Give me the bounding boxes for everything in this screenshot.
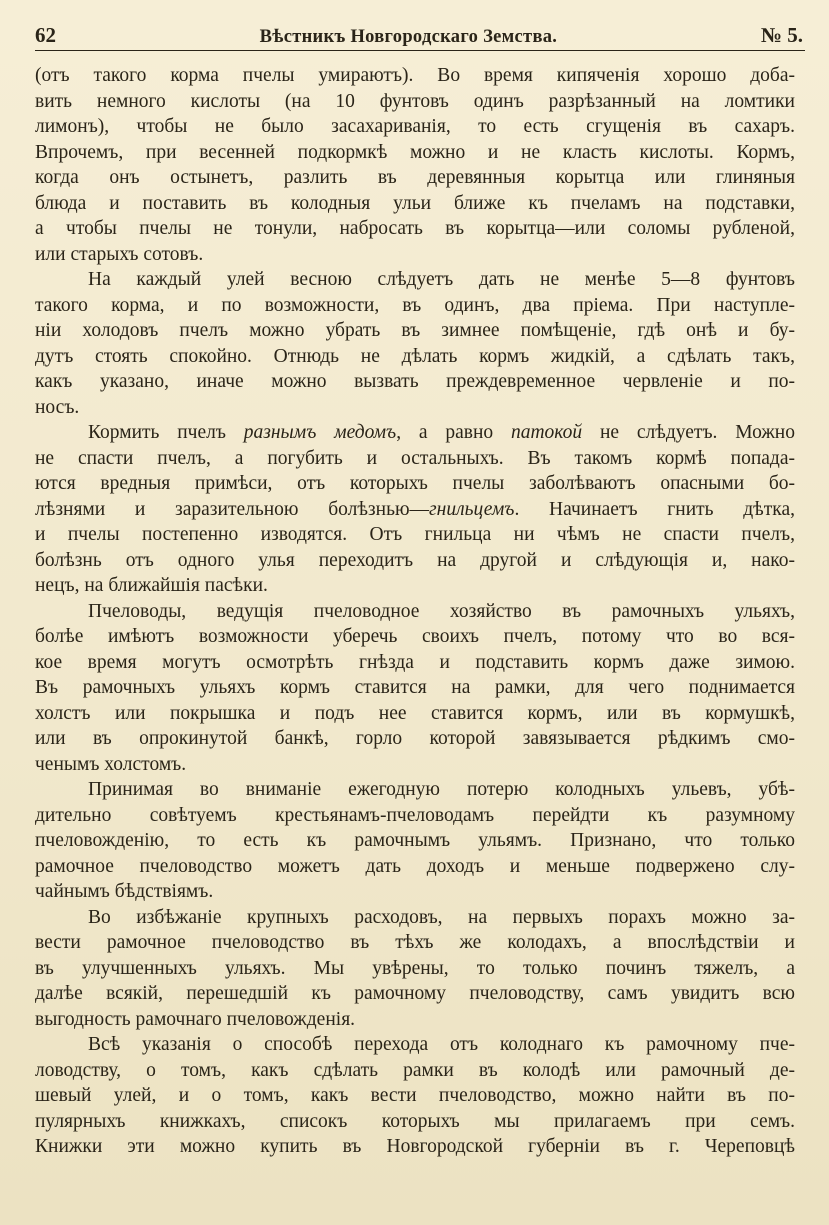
- text-line: [35, 395, 795, 421]
- text-line: [35, 267, 795, 293]
- text-segment: На каждый улей весною слѣдуетъ дать не менѣе 5—8 фунтовъ: [88, 269, 795, 290]
- text-line: [35, 63, 795, 89]
- text-line: [35, 675, 795, 701]
- header-rule: [35, 50, 805, 51]
- text-segment: въ улучшенныхъ ульяхъ. Мы увѣрены, то только починъ тяжелъ, а: [35, 957, 795, 979]
- text-line: [35, 828, 795, 854]
- text-line: [35, 165, 795, 191]
- page-number: 62: [35, 23, 56, 47]
- text-line: [35, 89, 795, 115]
- text-line: [35, 573, 795, 599]
- text-segment: или старыхъ сотовъ.: [35, 243, 204, 265]
- text-segment: когда онъ остынетъ, разлить въ деревянныя корытца или глиняныя: [35, 167, 795, 188]
- text-segment: ловодству, о томъ, какъ сдѣлать рамки въ колодѣ или рамочный де-: [35, 1059, 795, 1081]
- text-segment: пчеловожденію, то есть къ рамочнымъ ульямъ. Признано, что только: [35, 830, 795, 851]
- text-segment: вить немного кислоты (на 10 фунтовъ одинъ разрѣзанный на ломтики: [35, 90, 795, 112]
- text-segment: Принимая во вниманіе ежегодную потерю колодныхъ ульевъ, убѣ-: [88, 779, 795, 800]
- text-line: [35, 114, 795, 140]
- italic-phrase: гнильцемъ: [429, 498, 515, 520]
- text-line: [35, 318, 795, 344]
- text-line: [35, 522, 795, 548]
- text-line: [35, 369, 795, 395]
- text-segment: нецъ, на ближайшія пасѣки.: [35, 575, 268, 596]
- text-line: [35, 497, 795, 523]
- text-segment: не слѣдуетъ. Можно: [582, 422, 795, 443]
- text-line: [35, 1032, 795, 1058]
- text-segment: чайнымъ бѣдствіямъ.: [35, 881, 214, 902]
- text-line: [35, 242, 795, 268]
- issue-number: № 5.: [760, 23, 803, 47]
- text-segment: дутъ стоять спокойно. Отнюдь не дѣлать кормъ жидкій, а сдѣлать такъ,: [35, 345, 795, 367]
- text-segment: какъ указано, иначе можно вызвать преждевременное червленіе и по-: [35, 371, 795, 392]
- text-segment: кое время могутъ осмотрѣть гнѣзда и подставить кормъ даже зимою.: [35, 651, 795, 673]
- text-line: [35, 1109, 795, 1135]
- text-segment: Въ рамочныхъ ульяхъ кормъ ставится на рамки, для чего поднимается: [35, 677, 795, 698]
- text-line: [35, 446, 795, 472]
- text-segment: Пчеловоды, ведущія пчеловодное хозяйство въ рамочныхъ ульяхъ,: [88, 600, 795, 622]
- text-line: [35, 981, 795, 1007]
- text-segment: ченымъ холстомъ.: [35, 753, 187, 775]
- text-line: [35, 344, 795, 370]
- text-line: [35, 1007, 795, 1033]
- text-line: [35, 293, 795, 319]
- italic-phrase: разнымъ медомъ: [243, 422, 397, 443]
- text-line: [35, 752, 795, 778]
- text-segment: Книжки эти можно купить въ Новгородской губерніи въ г. Череповцѣ: [35, 1136, 795, 1157]
- text-segment: Во избѣжаніе крупныхъ расходовъ, на первыхъ порахъ можно за-: [88, 906, 795, 928]
- text-segment: шевый улей, и о томъ, какъ вести пчеловодство, можно найти въ по-: [35, 1085, 795, 1106]
- text-line: [35, 548, 795, 574]
- text-segment: Впрочемъ, при весенней подкормкѣ можно и не класть кислоты. Кормъ,: [35, 141, 795, 163]
- text-segment: лимонъ), чтобы не было засахариванія, то есть сгущенія въ сахаръ.: [35, 116, 795, 137]
- text-segment: дительно совѣтуемъ крестьянамъ-пчеловодамъ перейдти къ разумному: [35, 804, 795, 826]
- text-line: [35, 624, 795, 650]
- text-line: [35, 956, 795, 982]
- italic-phrase: патокой: [510, 422, 583, 443]
- text-line: [35, 650, 795, 676]
- text-segment: холстъ или покрышка и подъ нее ставится кормъ, или въ кормушкѣ,: [35, 702, 795, 724]
- text-line: [35, 1134, 795, 1160]
- text-segment: или въ опрокинутой банкѣ, горло которой завязывается рѣдкимъ смо-: [35, 728, 795, 749]
- text-segment: выгодность рамочнаго пчеловожденія.: [35, 1008, 356, 1030]
- text-line: [35, 140, 795, 166]
- text-segment: такого корма, и по возможности, въ одинъ, два пріема. При наступле-: [35, 294, 795, 316]
- text-segment: , а равно: [396, 422, 511, 443]
- text-segment: ніи холодовъ пчелъ можно убрать въ зимнее помѣщеніе, гдѣ онѣ и бу-: [35, 320, 795, 341]
- text-segment: вести рамочное пчеловодство въ тѣхъ же колодахъ, а впослѣдствіи и: [35, 932, 795, 953]
- text-segment: рамочное пчеловодство можетъ дать доходъ и меньше подвержено слу-: [35, 855, 795, 877]
- text-line: [35, 803, 795, 829]
- text-segment: лѣзнями и заразительною болѣзнью—: [35, 498, 430, 520]
- text-line: [35, 191, 795, 217]
- text-line: [35, 777, 795, 803]
- text-segment: Кормить пчелъ: [88, 422, 244, 443]
- text-segment: болѣзнь отъ одного улья переходитъ на другой и слѣдующія и, нако-: [35, 549, 795, 571]
- text-segment: . Начинаетъ гнить дѣтка,: [514, 498, 795, 520]
- text-line: [35, 1083, 795, 1109]
- text-segment: Всѣ указанія о способѣ перехода отъ колоднаго къ рамочному пче-: [88, 1034, 795, 1055]
- text-segment: не спасти пчелъ, а погубить и остальныхъ. Въ такомъ кормѣ попада-: [35, 447, 795, 469]
- text-segment: а чтобы пчелы не тонули, набросать въ корытца—или соломы рубленой,: [35, 218, 795, 239]
- text-line: [35, 726, 795, 752]
- journal-title: Вѣстникъ Новгородскаго Земства.: [259, 27, 558, 47]
- text-line: [35, 471, 795, 497]
- text-line: [35, 905, 795, 931]
- text-line: [35, 599, 795, 625]
- text-segment: пулярныхъ книжкахъ, списокъ которыхъ мы прилагаемъ при семъ.: [35, 1110, 795, 1132]
- article-body: [35, 63, 795, 1160]
- text-line: [35, 701, 795, 727]
- text-line: [35, 879, 795, 905]
- text-segment: носъ.: [35, 396, 80, 418]
- text-line: [35, 1058, 795, 1084]
- text-segment: болѣе имѣютъ возможности уберечь своихъ пчелъ, потому что во вся-: [35, 626, 795, 647]
- text-segment: ются вредныя примѣси, отъ которыхъ пчелы заболѣваютъ опасными бо-: [35, 473, 795, 494]
- text-segment: и пчелы постепенно изводятся. Отъ гнильца ни чѣмъ не спасти пчелъ,: [35, 524, 795, 545]
- text-segment: далѣе всякій, перешедшій къ рамочному пчеловодству, самъ увидитъ всю: [35, 983, 795, 1004]
- text-line: [35, 420, 795, 446]
- text-line: [35, 216, 795, 242]
- text-segment: блюда и поставить въ колодныя ульи ближе къ пчеламъ на подставки,: [35, 192, 795, 214]
- text-segment: (отъ такого корма пчелы умираютъ). Во время кипяченія хорошо доба-: [35, 65, 795, 86]
- running-header: [35, 20, 803, 48]
- text-line: [35, 854, 795, 880]
- text-line: [35, 930, 795, 956]
